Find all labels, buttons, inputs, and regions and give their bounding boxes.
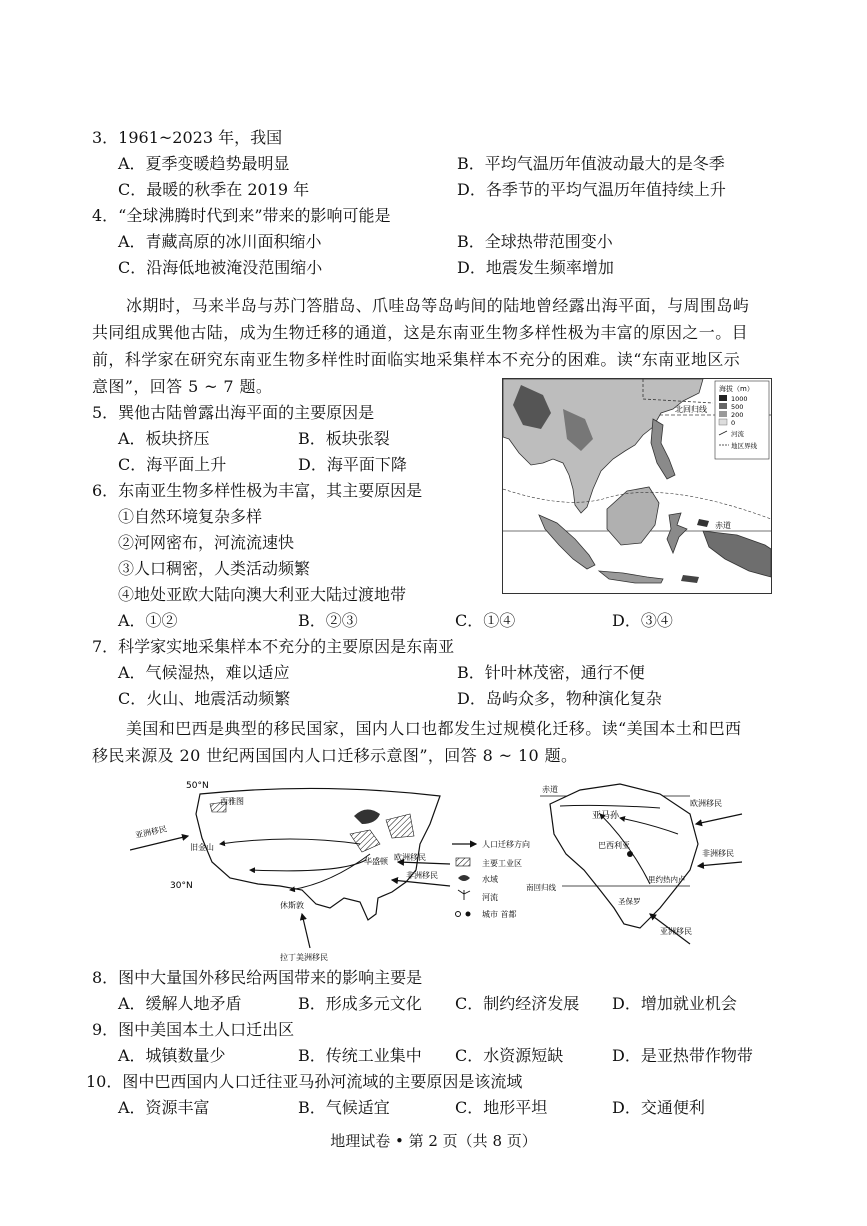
q9-option-a: A．城镇数量少 (118, 1046, 226, 1065)
q9-option-b: B．传统工业集中 (298, 1046, 422, 1065)
q9-stem: 9．图中美国本土人口迁出区 (92, 1020, 295, 1039)
q8-option-a: A．缓解人地矛盾 (118, 994, 242, 1013)
q10-option-b: B．气候适宜 (298, 1098, 390, 1117)
small-island (681, 575, 699, 583)
q6-option-c: C．①④ (455, 611, 516, 630)
q9-option-d: D．是亚热带作物带 (612, 1046, 753, 1065)
q6-option-d: D．③④ (612, 611, 673, 630)
q8-option-c: C．制约经济发展 (455, 994, 580, 1013)
legend-swatch-500 (719, 403, 727, 409)
lat-30-label: 30°N (170, 881, 193, 891)
small-island (697, 519, 709, 527)
equator-label-br: 赤道 (542, 785, 558, 794)
city-icon (456, 912, 461, 917)
tropic-label: 北回归线 (675, 405, 707, 414)
passage1-line2: 共同组成巽他古陆，成为生物迁移的通道，这是东南亚生物多样性极为丰富的原因之一。目 (92, 323, 749, 342)
legend-river-icon (458, 890, 470, 900)
q4-option-d: D．地震发生频率增加 (457, 258, 614, 277)
q5-option-b: B．板块张裂 (298, 429, 390, 448)
latin-migrant-arrow (302, 914, 310, 948)
legend-boundary: 地区界线 (731, 442, 757, 450)
q8-option-d: D．增加就业机会 (612, 994, 737, 1013)
philippines-islands (651, 419, 675, 479)
borneo-island (607, 487, 659, 545)
legend-swatch-0 (719, 419, 727, 425)
legend-dir: 人口迁移方向 (482, 840, 530, 849)
equator-label: 赤道 (715, 521, 731, 530)
capital-icon (466, 912, 471, 917)
q5-option-d: D．海平面下降 (298, 455, 407, 474)
passage1-line4: 意图”，回答 5 ~ 7 题。 (92, 377, 273, 396)
legend-industry: 主要工业区 (482, 859, 522, 868)
q10-option-c: C．地形平坦 (455, 1098, 548, 1117)
q7-option-b: B．针叶林茂密，通行不便 (457, 663, 645, 682)
q5-option-c: C．海平面上升 (118, 455, 227, 474)
q4-option-a: A．青藏高原的冰川面积缩小 (118, 232, 322, 251)
latin-migrants-label: 拉丁美洲移民 (280, 953, 328, 962)
q6-statement-1: ①自然环境复杂多样 (118, 507, 263, 526)
q3-stem: 3．1961~2023 年，我国 (92, 128, 283, 147)
lat-50-label: 50°N (186, 781, 209, 791)
q8-option-b: B．形成多元文化 (298, 994, 422, 1013)
europe-migrants-br-label: 欧洲移民 (690, 799, 722, 808)
legend-1000: 1000 (731, 395, 748, 403)
seattle-label: 西雅图 (220, 797, 244, 806)
q6-option-a: A．①② (118, 611, 178, 630)
q10-option-a: A．资源丰富 (118, 1098, 210, 1117)
q9-option-c: C．水资源短缺 (455, 1046, 564, 1065)
legend-water: 水域 (482, 875, 498, 884)
q7-stem: 7．科学家实地采集样本不充分的主要原因是东南亚 (92, 637, 455, 656)
passage1-line3: 前，科学家在研究东南亚生物多样性时面临实地采集样本不充分的困难。读“东南亚地区示 (92, 350, 741, 369)
legend-river: 河流 (731, 430, 744, 438)
legend-industry-icon (456, 858, 470, 866)
q5-stem: 5．巽他古陆曾露出海平面的主要原因是 (92, 403, 375, 422)
q6-statement-2: ②河网密布，河流流速快 (118, 533, 295, 552)
passage2-line2: 移民来源及 20 世纪两国国内人口迁移示意图”，回答 8 ~ 10 题。 (92, 746, 578, 765)
southeast-asia-map (502, 378, 772, 594)
passage1-line1: 冰期时，马来半岛与苏门答腊岛、爪哇岛等岛屿间的陆地曾经露出海平面，与周围岛屿 (126, 296, 750, 315)
amazon-label: 亚马孙 (592, 811, 620, 821)
legend-500: 500 (731, 403, 744, 411)
q10-option-d: D．交通便利 (612, 1098, 705, 1117)
q3-option-a: A．夏季变暖趋势最明显 (118, 154, 290, 173)
asia-migrants-br-label: 亚洲移民 (660, 927, 692, 936)
q6-option-b: B．②③ (298, 611, 358, 630)
new-guinea-island (703, 531, 771, 577)
q3-option-b: B．平均气温历年值波动最大的是冬季 (457, 154, 725, 173)
q4-option-b: B．全球热带范围变小 (457, 232, 613, 251)
q6-statement-3: ③人口稠密，人类活动频繁 (118, 559, 311, 578)
europe-migrant-arrow-br (696, 814, 742, 824)
rio-label: 里约热内卢 (648, 875, 686, 884)
q8-stem: 8．图中大量国外移民给两国带来的影响主要是 (92, 968, 423, 987)
migration-map (130, 774, 750, 964)
page-footer: 地理试卷 • 第 2 页（共 8 页） (330, 1132, 537, 1150)
europe-migrants-us-label: 欧洲移民 (394, 853, 426, 862)
legend-swatch-200 (719, 411, 727, 417)
legend-swatch-1000 (719, 395, 727, 401)
legend-city: 城市 首都 (482, 910, 517, 919)
brasilia-label: 巴西利亚 (598, 841, 630, 850)
houston-label: 休斯敦 (280, 901, 304, 910)
legend-river: 河流 (482, 893, 498, 902)
q7-option-a: A．气候湿热，难以适应 (118, 663, 290, 682)
q7-option-c: C．火山、地震活动频繁 (118, 689, 291, 708)
q4-option-c: C．沿海低地被淹没范围缩小 (118, 258, 323, 277)
saopaulo-label: 圣保罗 (618, 897, 641, 906)
q6-stem: 6．东南亚生物多样性极为丰富，其主要原因是 (92, 481, 423, 500)
q5-option-a: A．板块挤压 (118, 429, 210, 448)
africa-migrants-br-label: 非洲移民 (702, 849, 734, 858)
q4-stem: 4．“全球沸腾时代到来”带来的影响可能是 (92, 206, 391, 225)
java-island (599, 571, 663, 583)
africa-migrants-us-label: 非洲移民 (406, 871, 438, 880)
sulawesi-island (667, 513, 687, 553)
southeast-asia-map-figure (503, 379, 771, 593)
sf-label: 旧金山 (190, 843, 214, 852)
q10-stem: 10．图中巴西国内人口迁往亚马孙河流域的主要原因是该流域 (86, 1072, 523, 1091)
passage2-line1: 美国和巴西是典型的移民国家，国内人口也都发生过规模化迁移。读“美国本土和巴西 (126, 719, 742, 738)
legend-0: 0 (731, 419, 736, 427)
legend-200: 200 (731, 411, 744, 419)
q6-statement-4: ④地处亚欧大陆向澳大利亚大陆过渡地带 (118, 585, 407, 604)
sumatra-island (539, 515, 595, 569)
migration-map-figure (130, 774, 750, 964)
africa-migrant-arrow-br (698, 862, 742, 866)
q3-option-c: C．最暖的秋季在 2019 年 (118, 180, 310, 199)
legend-title: 海拔（m） (719, 385, 754, 393)
q3-option-d: D．各季节的平均气温历年值持续上升 (457, 180, 726, 199)
q7-option-d: D．岛屿众多，物种演化复杂 (457, 689, 662, 708)
south-tropic-label: 南回归线 (526, 883, 556, 892)
washington-label: 华盛顿 (364, 857, 388, 866)
asia-migrants-label: 亚洲移民 (134, 824, 168, 840)
legend-water-icon (458, 875, 470, 881)
